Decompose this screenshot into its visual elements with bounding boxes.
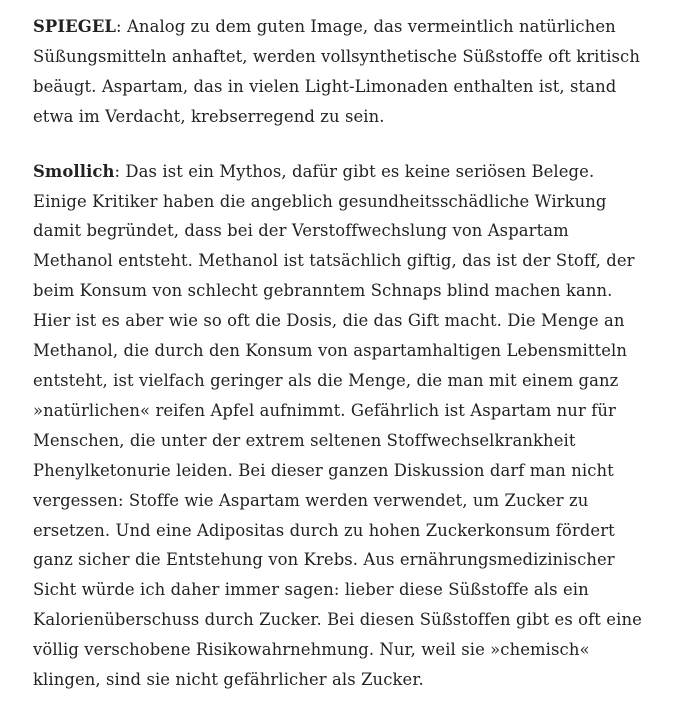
question-paragraph [33,12,658,132]
text-line [33,12,658,42]
answer-paragraph [33,157,658,695]
text-line: klingen, sind sie nicht gefährlicher als Zucker. [33,670,424,690]
text-line: Kalorienüberschuss durch Zucker. Bei diesen Süßstoffen gibt es oft eine [33,610,642,630]
text-line: Phenylketonurie leiden. Bei dieser ganzen Diskussion darf man nicht [33,460,614,480]
article-body [33,12,658,720]
text-line: ersetzen. Und eine Adipositas durch zu hohen Zuckerkonsum fördert [33,520,615,540]
text-line: beim Konsum von schlecht gebranntem Schnaps blind machen kann. [33,281,613,301]
text-line: beäugt. Aspartam, das in vielen Light-Limonaden enthalten ist, stand [33,76,617,96]
speaker-label: Smollich [33,161,115,181]
speaker-label: SPIEGEL [33,17,117,36]
text-line: etwa im Verdacht, krebserregend zu sein. [33,106,385,126]
text-line: entsteht, ist vielfach geringer als die Menge, die man mit einem ganz [33,370,619,390]
text-line: Methanol, die durch den Konsum von aspartamhaltigen Lebensmitteln [33,341,628,361]
text-line: ganz sicher die Entstehung von Krebs. Aus ernährungsmedizinischer [33,550,615,570]
text-fragment: : Analog zu dem guten Image, das vermeintlich natürlichen [116,17,616,36]
text-line: Einige Kritiker haben die angeblich gesundheitsschädliche Wirkung [33,191,607,211]
text-fragment: : Das ist ein Mythos, dafür gibt es keine seriösen Belege. [114,161,595,181]
text-line: völlig verschobene Risikowahrnehmung. Nur, weil sie »chemisch« [33,640,590,660]
text-line: »natürlichen« reifen Apfel aufnimmt. Gefährlich ist Aspartam nur für [33,400,616,420]
text-line [33,157,658,187]
text-line: vergessen: Stoffe wie Aspartam werden verwendet, um Zucker zu [33,490,589,510]
text-line: Sicht würde ich daher immer sagen: lieber diese Süßstoffe als ein [33,580,589,600]
text-line: Menschen, die unter der extrem seltenen Stoffwechselkrankheit [33,430,576,450]
text-line: Hier ist es aber wie so oft die Dosis, die das Gift macht. Die Menge an [33,311,625,331]
text-line: Methanol entsteht. Methanol ist tatsächlich giftig, das ist der Stoff, der [33,251,635,271]
text-line: damit begründet, dass bei der Verstoffwechslung von Aspartam [33,221,569,241]
text-line: Süßungsmitteln anhaftet, werden vollsynthetische Süßstoffe oft kritisch [33,46,640,66]
